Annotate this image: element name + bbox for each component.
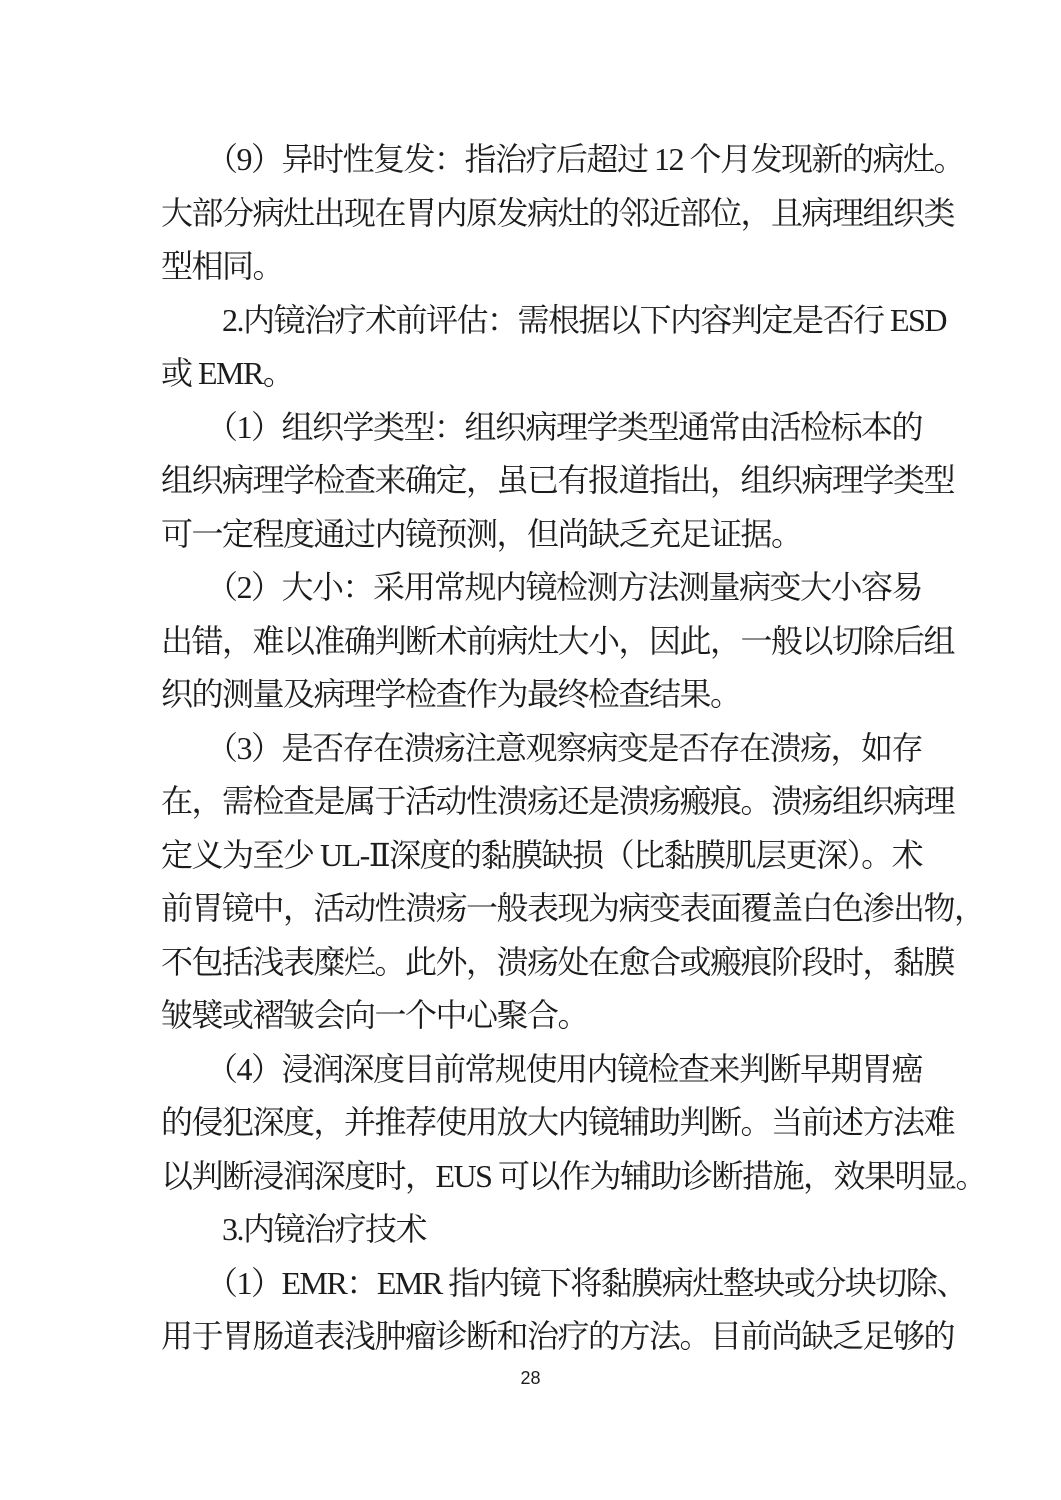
text-line: 2.内镜治疗术前评估：需根据以下内容判定是否行 ESD <box>161 301 946 338</box>
text-line: 出错，难以准确判断术前病灶大小，因此，一般以切除后组 <box>161 622 955 659</box>
text-line: （3）是否存在溃疡注意观察病变是否存在溃疡，如存 <box>161 729 923 766</box>
text-line: 皱襞或褶皱会向一个中心聚合。 <box>161 997 589 1033</box>
text-line: 在，需检查是属于活动性溃疡还是溃疡瘢痕。溃疡组织病理 <box>161 783 955 819</box>
text-line: 可一定程度通过内镜预测，但尚缺乏充足证据。 <box>161 515 802 552</box>
text-line: 或 EMR。 <box>161 355 294 391</box>
text-line: 3.内镜治疗技术 <box>161 1211 427 1247</box>
text-line: （1）组织学类型：组织病理学类型通常由活检标本的 <box>161 408 923 445</box>
text-line: （9）异时性复发：指治疗后超过 12 个月发现新的病灶。 <box>161 141 965 177</box>
text-line: 定义为至少 UL-Ⅱ深度的黏膜缺损（比黏膜肌层更深）。术 <box>161 836 923 873</box>
text-line: （1）EMR：EMR 指内镜下将黏膜病灶整块或分块切除、 <box>161 1264 967 1301</box>
text-line: 型相同。 <box>161 248 284 284</box>
text-line: （2）大小：采用常规内镜检测方法测量病变大小容易 <box>161 569 923 605</box>
text-line: 以判断浸润深度时，EUS 可以作为辅助诊断措施，效果明显。 <box>161 1157 986 1194</box>
text-line: 组织病理学检查来确定，虽已有报道指出，组织病理学类型 <box>161 462 955 498</box>
text-line: 前胃镜中，活动性溃疡一般表现为病变表面覆盖白色渗出物， <box>161 890 985 926</box>
text-line: 不包括浅表糜烂。此外，溃疡处在愈合或瘢痕阶段时，黏膜 <box>161 943 955 980</box>
text-line: 大部分病灶出现在胃内原发病灶的邻近部位，且病理组织类 <box>161 194 955 231</box>
text-line: （4）浸润深度目前常规使用内镜检查来判断早期胃癌 <box>161 1050 923 1087</box>
document-text-block <box>161 133 986 1364</box>
text-line: 的侵犯深度，并推荐使用放大内镜辅助判断。当前述方法难 <box>161 1104 955 1140</box>
page-number: 28 <box>520 1368 541 1388</box>
text-line: 用于胃肠道表浅肿瘤诊断和治疗的方法。目前尚缺乏足够的 <box>161 1318 955 1354</box>
text-line: 织的测量及病理学检查作为最终检查结果。 <box>161 676 741 712</box>
